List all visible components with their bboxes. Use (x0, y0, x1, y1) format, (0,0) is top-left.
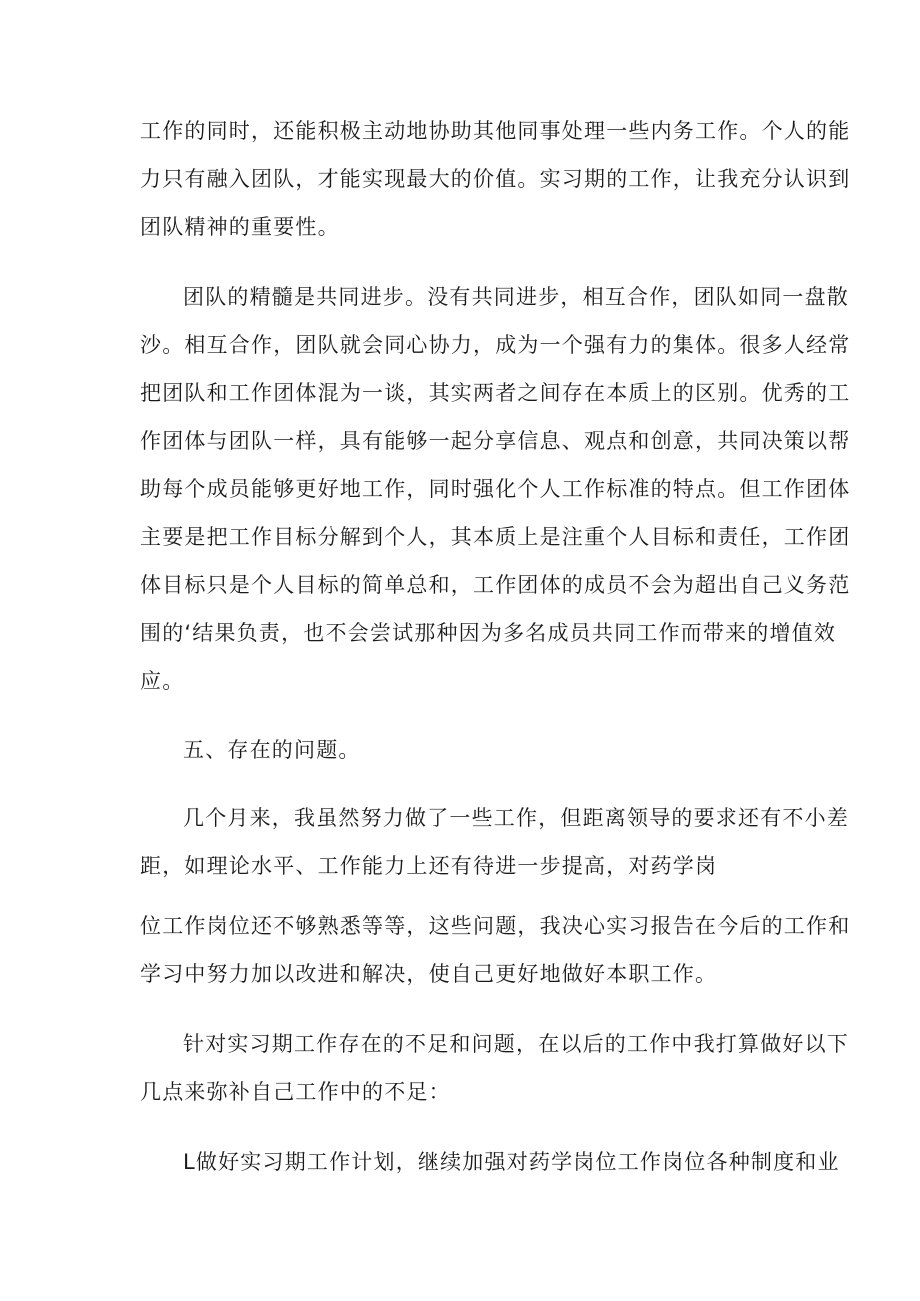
paragraph-line: 团队精神的重要性。 (140, 215, 340, 239)
paragraph-line: 围的‘结果负责，也不会尝试那种因为多名成员共同工作而带来的增值效 (140, 621, 837, 645)
paragraph-line: 作团体与团队一样，具有能够一起分享信息、观点和创意，共同决策以帮 (140, 429, 851, 453)
section-heading: 五、存在的问题。 (183, 738, 361, 762)
paragraph-line: 助每个成员能够更好地工作，同时强化个人工作标准的特点。但工作团体 (140, 477, 851, 501)
paragraph-line: 体目标只是个人目标的简单总和，工作团体的成员不会为超出自己义务范 (140, 573, 851, 597)
paragraph-line: 几点来弥补自己工作中的不足： (140, 1080, 451, 1104)
paragraph-line: 主要是把工作目标分解到个人，其本质上是注重个人目标和责任，工作团 (140, 525, 851, 549)
paragraph-line: 学习中努力加以改进和解决，使自己更好地做好本职工作。 (140, 962, 718, 986)
paragraph-line: 把团队和工作团体混为一谈，其实两者之间存在本质上的区别。优秀的工 (140, 381, 851, 405)
paragraph-line: 应。 (140, 669, 185, 693)
paragraph-line: 工作的同时，还能积极主动地协助其他同事处理一些内务工作。个人的能 (140, 119, 851, 143)
paragraph-line: L做好实习期工作计划，继续加强对药学岗位工作岗位各种制度和业 (183, 1150, 840, 1174)
paragraph-line: 沙。相互合作，团队就会同心协力，成为一个强有力的集体。很多人经常 (140, 333, 851, 357)
paragraph-line: 距，如理论水平、工作能力上还有待进一步提高，对药学岗 (140, 854, 718, 878)
paragraph-line: 团队的精髓是共同进步。没有共同进步，相互合作，团队如同一盘散 (183, 285, 849, 309)
paragraph-line: 几个月来，我虽然努力做了一些工作，但距离领导的要求还有不小差 (183, 806, 849, 830)
paragraph-line: 位工作岗位还不够熟悉等等，这些问题，我决心实习报告在今后的工作和 (140, 914, 851, 938)
paragraph-line: 针对实习期工作存在的不足和问题，在以后的工作中我打算做好以下 (183, 1032, 849, 1056)
paragraph-line: 力只有融入团队，才能实现最大的价值。实习期的工作，让我充分认识到 (140, 167, 851, 191)
